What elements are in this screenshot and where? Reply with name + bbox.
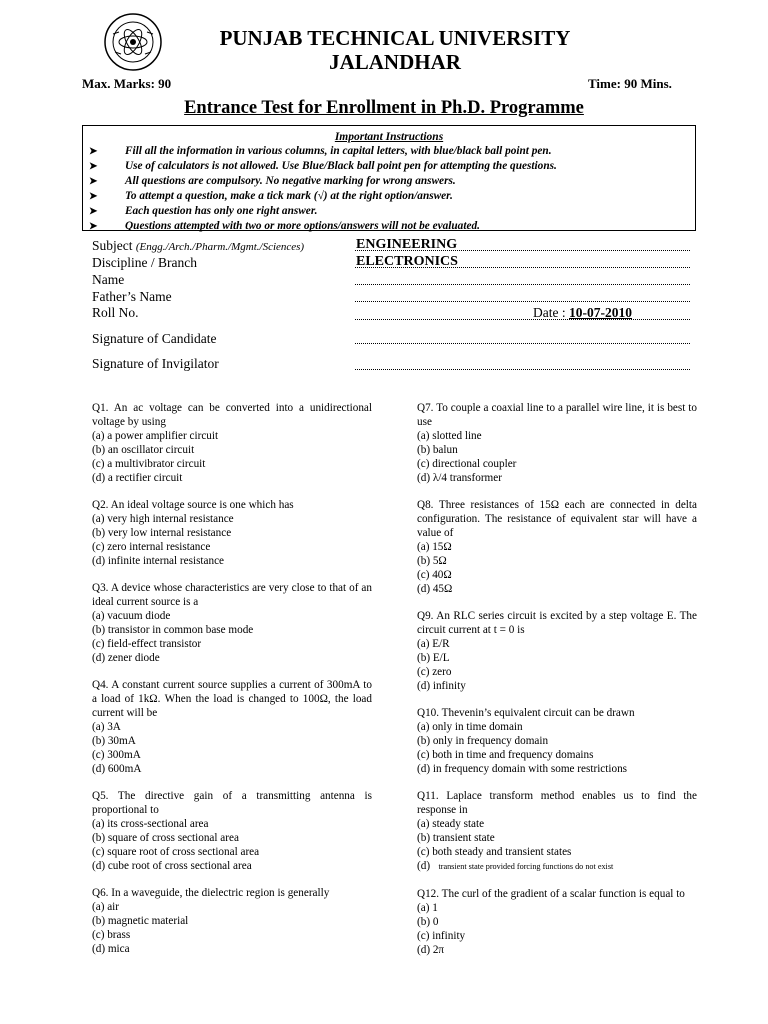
question-block xyxy=(92,401,372,485)
name-label: Name xyxy=(92,272,125,287)
time-allowed: Time: 90 Mins. xyxy=(588,76,672,91)
question-option: (d) 2π xyxy=(417,944,445,956)
question-block xyxy=(417,498,697,596)
question-block xyxy=(92,678,372,776)
question-option: (c) zero xyxy=(417,666,452,678)
question-stem: Q12. The curl of the gradient of a scalar function is equal to xyxy=(417,888,685,900)
instructions-heading: Important Instructions xyxy=(334,131,444,143)
arrow-bullet-icon: ➤ xyxy=(89,206,98,217)
question-option: (a) 1 xyxy=(417,902,438,914)
subject-line xyxy=(355,250,690,251)
signature-invigilator-label: Signature of Invigilator xyxy=(92,356,219,371)
question-option: (b) very low internal resistance xyxy=(92,527,232,539)
question-stem: Q10. Thevenin’s equivalent circuit can be drawn xyxy=(417,707,635,719)
roll-no-line xyxy=(355,319,690,320)
instruction-item: ➤ Use of calculators is not allowed. Use Blue/Black ball point pen for attempting the questions. xyxy=(89,160,557,172)
question-block xyxy=(417,609,697,693)
name-line xyxy=(355,284,690,285)
arrow-bullet-icon: ➤ xyxy=(89,191,98,202)
question-option: (d) zener diode xyxy=(92,652,160,664)
university-seal-icon xyxy=(103,12,163,72)
question-option: (a) steady state xyxy=(417,818,485,830)
university-city: JALANDHAR xyxy=(329,50,461,74)
question-option: (d) infinity xyxy=(417,680,466,692)
discipline-label: Discipline / Branch xyxy=(92,255,197,270)
question-option: (d) λ/4 transformer xyxy=(417,472,502,484)
question-option: (c) field-effect transistor xyxy=(92,638,202,650)
instructions-box xyxy=(82,125,696,231)
question-option: (b) balun xyxy=(417,444,458,456)
question-option: (d) a rectifier circuit xyxy=(92,472,183,484)
question-option: (b) only in frequency domain xyxy=(417,735,549,747)
question-option: (c) infinity xyxy=(417,930,466,942)
questions-left-column xyxy=(92,401,372,969)
question-stem: Q1. An ac voltage can be converted into a unidirectional voltage by using xyxy=(92,402,372,428)
question-option: (c) both steady and transient states xyxy=(417,846,572,858)
question-option: (c) directional coupler xyxy=(417,458,517,470)
question-block xyxy=(92,498,372,568)
question-option: (b) E/L xyxy=(417,652,450,664)
question-option: (a) very high internal resistance xyxy=(92,513,234,525)
question-option: (a) only in time domain xyxy=(417,721,523,733)
date-field: Date : 10-07-2010 xyxy=(533,305,632,320)
question-option: (d) in frequency domain with some restrictions xyxy=(417,763,628,775)
question-block xyxy=(92,886,372,956)
signature-candidate-label: Signature of Candidate xyxy=(92,331,217,346)
question-option: (c) square root of cross sectional area xyxy=(92,846,260,858)
father-name-label: Father’s Name xyxy=(92,289,172,304)
question-stem: Q4. A constant current source supplies a current of 300mA to a load of 1kΩ. When the load is changed to 100Ω, the load current will be xyxy=(92,679,372,719)
question-option: (b) square of cross sectional area xyxy=(92,832,239,844)
max-marks: Max. Marks: 90 xyxy=(82,76,172,91)
instruction-item: ➤ To attempt a question, make a tick mark (√) at the right option/answer. xyxy=(89,190,453,202)
subject-label: Subject (Engg./Arch./Pharm./Mgmt./Sciences) xyxy=(92,238,305,253)
discipline-value: ELECTRONICS xyxy=(356,254,458,269)
instruction-item: ➤ Questions attempted with two or more options/answers will not be evaluated. xyxy=(89,220,480,232)
question-option: (c) 40Ω xyxy=(417,569,452,581)
question-option: (b) 5Ω xyxy=(417,555,447,567)
question-option: (d) 600mA xyxy=(92,763,142,775)
question-stem: Q2. An ideal voltage source is one which has xyxy=(92,499,294,511)
question-option: (d) 45Ω xyxy=(417,583,453,595)
instruction-item: ➤ Fill all the information in various columns, in capital letters, with blue/black ball point pen. xyxy=(89,145,552,157)
date-value: 10-07-2010 xyxy=(569,305,632,320)
question-option: (a) 15Ω xyxy=(417,541,452,553)
question-option: (c) zero internal resistance xyxy=(92,541,211,553)
question-option: (a) E/R xyxy=(417,638,450,650)
signature-candidate-line xyxy=(355,343,690,344)
arrow-bullet-icon: ➤ xyxy=(89,221,98,232)
questions-right-column xyxy=(417,401,697,970)
question-stem: Q6. In a waveguide, the dielectric region is generally xyxy=(92,887,330,899)
instruction-item: ➤ Each question has only one right answer. xyxy=(89,205,318,217)
question-option: (a) its cross-sectional area xyxy=(92,818,209,830)
question-block xyxy=(92,789,372,873)
instructions-list xyxy=(83,144,695,234)
question-option: (d) infinite internal resistance xyxy=(92,555,225,567)
question-option: (b) 30mA xyxy=(92,735,136,747)
question-option: (a) air xyxy=(92,901,120,913)
question-option: (a) slotted line xyxy=(417,430,482,442)
question-stem: Q11. Laplace transform method enables us to find the response in xyxy=(417,790,697,816)
instruction-item: ➤ All questions are compulsory. No negative marking for wrong answers. xyxy=(89,175,456,187)
question-option: (a) vacuum diode xyxy=(92,610,171,622)
question-block xyxy=(417,887,697,957)
question-option: (c) a multivibrator circuit xyxy=(92,458,206,470)
question-stem: Q3. A device whose characteristics are very close to that of an ideal current source is a xyxy=(92,582,372,608)
question-option: (d) mica xyxy=(92,943,130,955)
question-stem: Q9. An RLC series circuit is excited by a step voltage E. The circuit current at t = 0 is xyxy=(417,610,697,636)
question-option: (b) an oscillator circuit xyxy=(92,444,195,456)
question-option: (a) 3A xyxy=(92,721,121,733)
roll-no-label: Roll No. xyxy=(92,305,139,320)
signature-invigilator-line xyxy=(355,369,690,370)
father-name-line xyxy=(355,301,690,302)
question-option: (b) 0 xyxy=(417,916,439,928)
discipline-line xyxy=(355,267,690,268)
test-title: Entrance Test for Enrollment in Ph.D. Programme xyxy=(184,98,584,118)
question-block xyxy=(417,706,697,776)
question-option: (b) transient state xyxy=(417,832,495,844)
question-stem: Q5. The directive gain of a transmitting antenna is proportional to xyxy=(92,790,372,816)
question-option: (c) brass xyxy=(92,929,131,941)
university-name: PUNJAB TECHNICAL UNIVERSITY xyxy=(219,26,571,50)
question-option: (c) both in time and frequency domains xyxy=(417,749,594,761)
arrow-bullet-icon: ➤ xyxy=(89,161,98,172)
question-option: (b) transistor in common base mode xyxy=(92,624,254,636)
question-option: (d) cube root of cross sectional area xyxy=(92,860,252,872)
arrow-bullet-icon: ➤ xyxy=(89,146,98,157)
question-option: (d) transient state provided forcing functions do not exist xyxy=(417,860,614,872)
arrow-bullet-icon: ➤ xyxy=(89,176,98,187)
question-stem: Q8. Three resistances of 15Ω each are connected in delta configuration. The resistance of equivalent star will have a value of xyxy=(417,499,697,539)
question-option: (c) 300mA xyxy=(92,749,141,761)
question-block xyxy=(417,789,697,874)
question-option: (a) a power amplifier circuit xyxy=(92,430,219,442)
question-block xyxy=(417,401,697,485)
subject-hint: (Engg./Arch./Pharm./Mgmt./Sciences) xyxy=(135,241,305,253)
subject-value: ENGINEERING xyxy=(356,237,458,252)
question-block xyxy=(92,581,372,665)
question-option: (b) magnetic material xyxy=(92,915,189,927)
question-stem: Q7. To couple a coaxial line to a parallel wire line, it is best to use xyxy=(417,402,697,428)
